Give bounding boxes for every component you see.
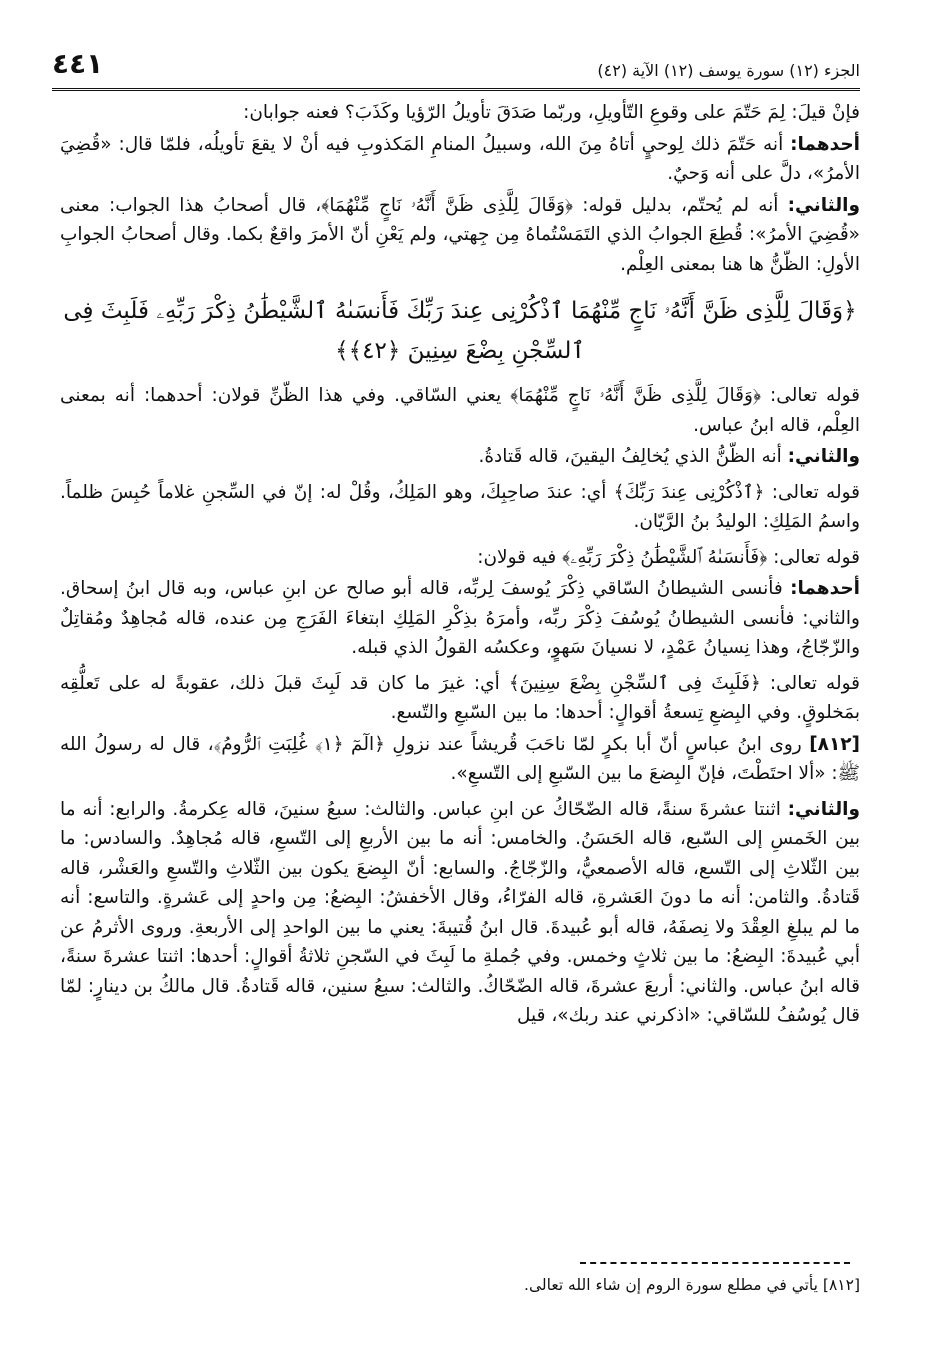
footnote-separator xyxy=(580,1262,850,1264)
hadith-paragraph xyxy=(60,730,860,789)
page-header xyxy=(52,40,860,91)
paragraph-text: أنه حَتّمَ ذلك لِوحيٍ أتاهُ مِنَ الله، وسبيلُ المنامِ المَكذوبِ فيه أنْ لا يقعَ تأويلُه، فلمّا قال: «قُضِيَ الأمرُ»، دلَّ على أنه وَحيٌ. xyxy=(60,133,860,184)
page-number: ٤٤١ xyxy=(52,47,104,80)
answer-paragraph xyxy=(60,191,860,280)
paragraph-lead: والثاني: xyxy=(787,798,860,820)
paragraph-lead: أحدهما: xyxy=(790,133,860,155)
paragraph-lead: والثاني: xyxy=(787,194,860,216)
paragraph-text: فإنْ قيلَ: لِمَ حَتّمَ على وقوعِ التّأويلِ، وربّما صَدَقَ تأويلُ الرّؤيا وكَذَبَ؟ فعنه جوابان: xyxy=(243,102,860,123)
question-paragraph xyxy=(60,98,860,128)
footnote: [٨١٢] يأتي في مطلع سورة الروم إن شاء الله تعالى. xyxy=(524,1276,860,1294)
paragraph-text: اثنتا عشرةَ سنةً، قاله الضّحّاكُ عن ابنِ عباس. والثالث: سبعُ سنينَ، قاله عِكرمةُ. والرابع: أنه ما بين الخَمسِ إلى السّبع، قاله الحَسَنُ. والخامس: أنه ما بين الأربعِ إلى التّسعِ، قاله مُجاهِدٌ. والسادس: ما بين الثّلاثِ إلى التّسع، قاله الأصمعيُّ، والزّجّاجُ. والسابع: أنّ البِضعَ يكون بين الثّلاثِ والتّسعِ والعَشْر، قاله قَتادةُ. والثامن: أنه ما دونَ العَشرةِ، قاله الفرّاءُ، وقال الأخفشُ: البِضعُ: مِن واحدٍ إلى عَشرةٍ. والتاسع: أنه ما لم يبلغِ العِقْدَ ولا نِصفَهُ، قاله أبو عُبيدةَ. قال ابنُ قُتيبةَ: يعني ما بين الواحدِ إلى الأربعةِ. وروى الأثرمُ عن أبي عُبيدةَ: البِضعُ: ما بين ثلاثٍ وخمس. وفي جُملةِ ما لَبِثَ في السّجنِ ثلاثةُ أقوالٍ: أحدها: اثنتا عشرةَ سنةً، قاله ابنُ عباس. والثاني: أربعَ عشرةَ، قاله الضّحّاكُ. والثالث: سبعُ سنين، قاله قَتادةُ. قال مالكُ بن دينارٍ: لمّا قال يُوسُفُ للسّاقي: «اذكرني عند ربك»، قيل xyxy=(60,798,860,1026)
tafsir-paragraph xyxy=(60,795,860,1031)
tafsir-paragraph xyxy=(60,574,860,663)
running-title: الجزء (١٢) سورة يوسف (١٢) الآية (٤٢) xyxy=(597,61,860,80)
tafsir-paragraph xyxy=(60,381,860,440)
page-body xyxy=(60,98,860,1033)
paragraph-text: قوله تعالى: ﴿ٱذْكُرْنِى عِندَ رَبِّكَ﴾ أي: عندَ صاحِبِكَ، وهو المَلِكُ، وقُلْ له: إنّ في السِّجنِ غلاماً حُبِسَ ظلماً. واسمُ المَلِكِ: الوليدُ بنُ الرَّيّان. xyxy=(60,481,860,532)
paragraph-lead: والثاني: xyxy=(787,446,860,467)
tafsir-paragraph xyxy=(60,543,860,573)
paragraph-text: فأنسى الشيطانُ السّاقي ذِكْرَ يُوسفَ لِربِّه، قاله أبو صالح عن ابنِ عباس، وبه قال ابنُ إسحاق. والثاني: فأنسى الشيطانُ يُوسُفَ ذِكْرَ ربِّه، وأمرَهُ بذِكْرِ المَلِكِ ابتغاءَ الفَرَجِ مِن عنده، قاله مُجاهِدٌ ومُقاتِلٌ والزّجّاجُ، وهذا نِسيانُ عَمْدٍ، لا نسيانَ سَهوٍ، وعكسُه القولُ الذي قبله. xyxy=(60,578,860,658)
paragraph-text: قوله تعالى: ﴿فَلَبِثَ فِى ٱلسِّجْنِ بِضْعَ سِنِينَ﴾ أي: غيرَ ما كان قد لَبِثَ قبلَ ذلك، عقوبةً له على تَعلُّقِه بمَخلوقٍ. وفي البِضعِ تِسعةُ أقوالٍ: أحدها: ما بين السّبعِ والتّسع. xyxy=(60,672,860,723)
tafsir-paragraph xyxy=(60,442,860,472)
paragraph-lead: أحدهما: xyxy=(790,578,860,599)
quran-verse: ﴿وَقَالَ لِلَّذِى ظَنَّ أَنَّهُۥ نَاجٍ مِّنْهُمَا ٱذْكُرْنِى عِندَ رَبِّكَ فَأَنسَىٰهُ ٱلشَّيْطَٰنُ ذِكْرَ رَبِّهِۦ فَلَبِثَ فِى ٱلسِّجْنِ بِضْعَ سِنِينَ ﴿٤٢﴾﴾ xyxy=(63,298,857,364)
paragraph-text: أنه الظّنُّ الذي يُخالِفُ اليقينَ، قاله قَتادةُ. xyxy=(478,446,788,467)
paragraph-text: أنه لم يُحتّم، بدليل قوله: ﴿وَقَالَ لِلَّذِى ظَنَّ أَنَّهُۥ نَاجٍ مِّنْهُمَا﴾، قال أصحابُ هذا الجواب: معنى «قُضِيَ الأمرُ»: قُطِعَ الجوابُ الذي التَمَسْتُماهُ مِن جِهتي، ولم يَعْنِ أنّ الأمرَ واقعٌ بكما. وقال أصحابُ الجوابِ الأولِ: الظّنُّ ها هنا بمعنى العِلْم. xyxy=(60,194,860,275)
tafsir-paragraph xyxy=(60,669,860,728)
paragraph-text: قوله تعالى: ﴿وَقَالَ لِلَّذِى ظَنَّ أَنَّهُۥ نَاجٍ مِّنْهُمَا﴾ يعني السّاقي. وفي هذا الظّنِّ قولان: أحدهما: أنه بمعنى العِلْم، قاله ابنُ عباس. xyxy=(60,385,860,436)
paragraph-text: روى ابنُ عباسٍ أنّ أبا بكرٍ لمّا ناحَبَ قُريشاً عند نزولِ ﴿الٓمٓ ﴿١﴾ غُلِبَتِ ٱلرُّومُ﴾، قال له رسولُ الله ﷺ: «ألا احتَطْتَ، فإنّ البِضعَ ما بين السّبعِ إلى التّسعِ». xyxy=(60,733,860,784)
tafsir-paragraph xyxy=(60,478,860,537)
paragraph-text: قوله تعالى: ﴿فَأَنسَىٰهُ ٱلشَّيْطَٰنُ ذِكْرَ رَبِّهِۦ﴾ فيه قولان: xyxy=(477,546,860,568)
answer-paragraph xyxy=(60,130,860,189)
hadith-number: [٨١٢] xyxy=(809,733,861,755)
